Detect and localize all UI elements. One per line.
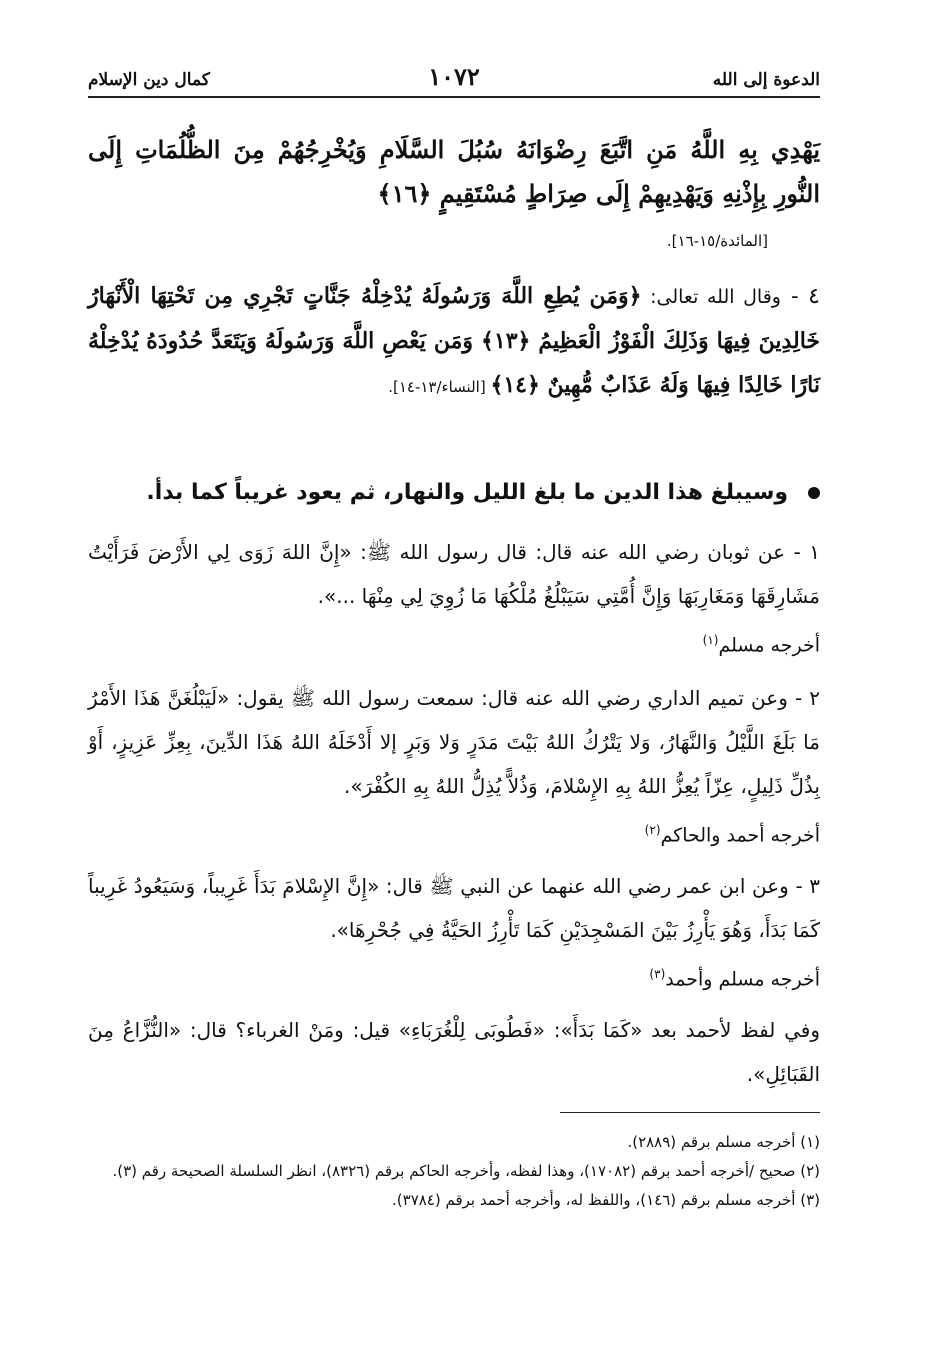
hadith-source: أخرجه أحمد والحاكم [660, 824, 820, 847]
footnote-2: (٢) صحيح /أخرجه أحمد برقم (١٧٠٨٢)، وهذا لفظه، وأخرجه الحاكم برقم (٨٣٢٦)، انظر السلسلة الصحيحة رقم (٣). [112, 1162, 820, 1180]
hadith-3 [88, 864, 820, 1002]
hadith-number: ٢ - [794, 686, 821, 710]
section-heading: وسيبلغ هذا الدين ما بلغ الليل والنهار، ثم يعود غريباً كما بدأ. [88, 480, 820, 505]
hadith-text: عن ثوبان رضي الله عنه قال: قال رسول الله ﷺ: «إِنَّ اللهَ زَوَى لِي الأَرْضَ فَرَأَيْتُ مَشَارِقَهَا وَمَغَارِبَهَا وَإِنَّ أُمَّتِي سَيَبْلُغُ مُلْكُهَا مَا زُوِيَ لِي مِنْهَا ...». [88, 540, 820, 608]
hadith-2 [88, 676, 820, 858]
item-intro: وقال الله تعالى: [641, 286, 781, 308]
hadith-number: ١ - [793, 540, 820, 564]
hadith-text: وعن ابن عمر رضي الله عنهما عن النبي ﷺ قال: «إِنَّ الإِسْلامَ بَدَأَ غَرِيباً، وَسَيَعُودُ غَرِيباً كَمَا بَدَأَ، وَهُوَ يَأْرِزُ بَيْنَ المَسْجِدَيْنِ كَمَا تَأْرِزُ الحَيَّةُ فِي جُحْرِهَا». [88, 874, 820, 942]
quran-verse-text: يَهْدِي بِهِ اللَّهُ مَنِ اتَّبَعَ رِضْوَانَهُ سُبُلَ السَّلَامِ وَيُخْرِجُهُمْ مِنَ الظُّلُمَاتِ إِلَى النُّورِ بِإِذْنِهِ وَيَهْدِيهِمْ إِلَى صِرَاطٍ مُسْتَقِيمٍ ﴿١٦﴾ [88, 135, 820, 208]
item-4-paragraph [88, 274, 820, 409]
header-section-title: الدعوة إلى الله [712, 70, 820, 90]
item-number: ٤ - [791, 284, 820, 309]
running-header [88, 62, 820, 98]
footnotes [104, 1128, 820, 1215]
footnote-1: (١) أخرجه مسلم برقم (٢٨٨٩). [627, 1133, 820, 1151]
footnote-marker: (١) [702, 633, 719, 647]
page-number: ١٠٧٢ [428, 62, 480, 91]
hadith-3-variant: وفي لفظ لأحمد بعد «كَمَا بَدَأَ»: «فَطُوبَى لِلْغُرَبَاءِ» قيل: ومَنْ الغرباء؟ قال: «النُّزَّاعُ مِنَ القَبَائِلِ». [88, 1018, 820, 1086]
footnote-marker: (٢) [644, 823, 661, 837]
verse-citation: [المائدة/١٥-١٦]. [666, 232, 768, 250]
footnote-marker: (٣) [649, 967, 666, 981]
footnote-3: (٣) أخرجه مسلم برقم (١٤٦)، واللفظ له، وأخرجه أحمد برقم (٣٧٨٤). [392, 1191, 820, 1209]
quran-verse-text: ﴿وَمَن يُطِعِ اللَّهَ وَرَسُولَهُ يُدْخِلْهُ جَنَّاتٍ تَجْرِي مِن تَحْتِهَا الْأَنْهَارُ خَالِدِينَ فِيهَا وَذَلِكَ الْفَوْزُ الْعَظِيمُ ﴿١٣﴾ وَمَن يَعْصِ اللَّهَ وَرَسُولَهُ وَيَتَعَدَّ حُدُودَهُ يُدْخِلْهُ نَارًا خَالِدًا فِيهَا وَلَهُ عَذَابٌ مُّهِينٌ ﴿١٤﴾ [88, 283, 820, 398]
verse-citation: [النساء/١٣-١٤]. [388, 378, 491, 396]
hadith-source: أخرجه مسلم [718, 634, 820, 657]
hadith-text: وعن تميم الداري رضي الله عنه قال: سمعت رسول الله ﷺ يقول: «لَيَبْلُغَنَّ هَذَا الأَمْرُ مَا بَلَغَ اللَّيْلُ وَالنَّهَارُ، وَلا يَتْرُكُ اللهُ بَيْتَ مَدَرٍ وَلا وَبَرٍ إلا أَدْخَلَهُ اللهُ هَذَا الدِّينَ، بِعِزِّ عَزِيزٍ، أَوْ بِذُلِّ ذَلِيلٍ، عِزّاً يُعِزُّ اللهُ بِهِ الإِسْلامَ، وَذُلاًّ يُذِلُّ اللهُ بِهِ الكُفْرَ». [88, 686, 820, 798]
hadith-source: أخرجه مسلم وأحمد [665, 968, 820, 991]
bullet-icon [808, 487, 820, 499]
hadith-number: ٣ - [795, 874, 821, 898]
footnote-divider [560, 1112, 820, 1113]
hadith-1 [88, 530, 820, 668]
quran-verse-block [88, 128, 820, 216]
header-book-title: كمال دين الإسلام [88, 70, 210, 90]
